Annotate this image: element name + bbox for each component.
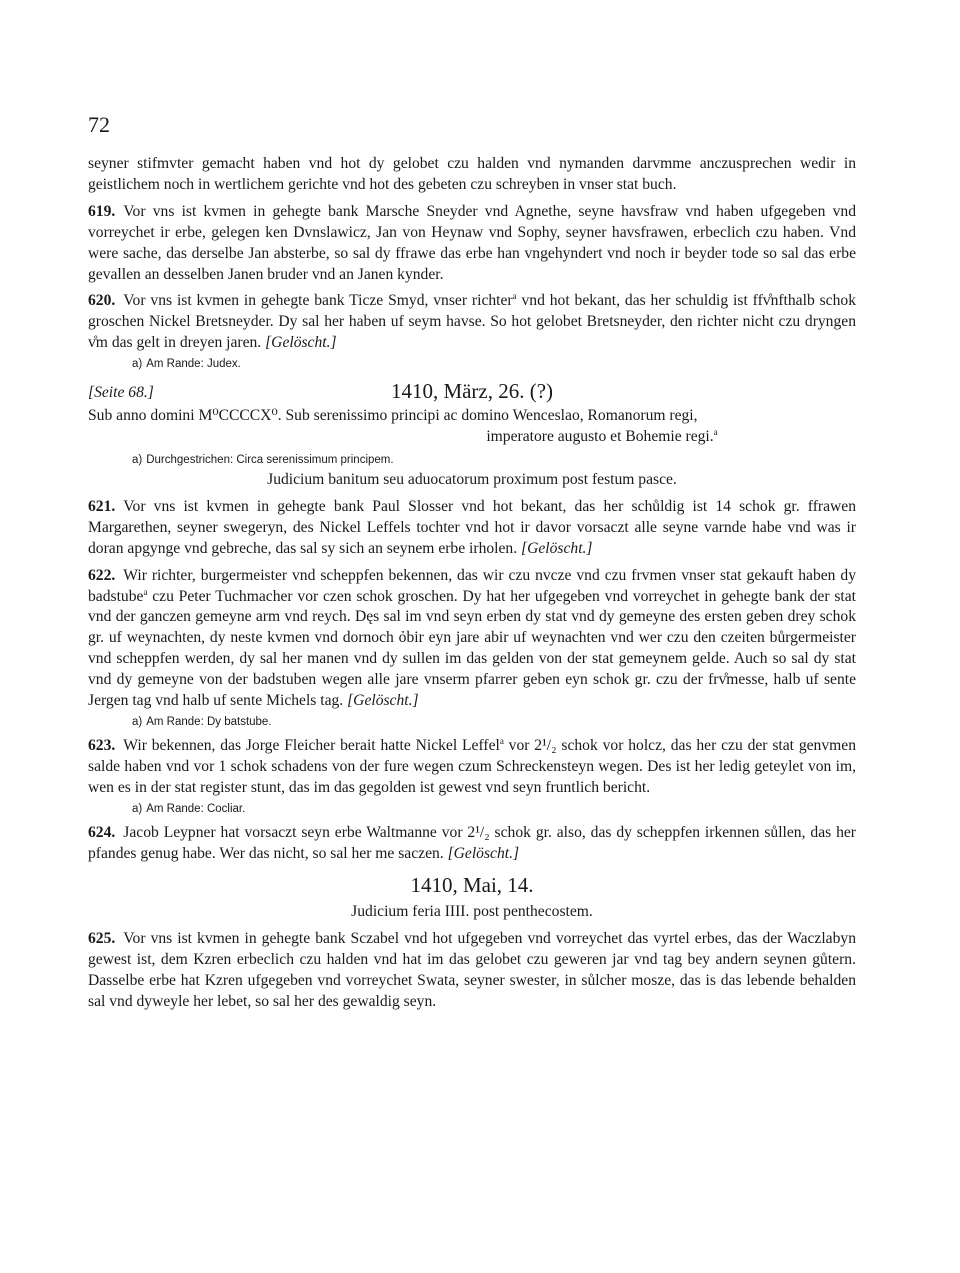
entry-text: Vor vns ist kvmen in gehegte bank Marsche Sneyder vnd Agnethe, seyne havsfraw vnd haben ufgegeben vnd vorreychet ir erbe, gelegen ken Dvnslawicz, Jan von Heynaw vnd Sophy, seyner havsfrawen, erbeclich czu haben. Vnd were sache, das derselbe Jan absterbe, so sal dy ffrawe das erbe han vngehyndert vnd noch ir beyder tode so sal das erbe gevallen an desselben Janen bruder vnd an Janen kynder. [88, 202, 856, 283]
entry-619 [88, 202, 856, 286]
footnote-marker: a [143, 586, 148, 597]
entry-text: vor 2¹/₂ schok vor holcz, das her czu der stat genvmen salde haben vnd vor 1 schok schadens von der fure wegen czum Schreckensteyn wegen. Des ist her ledig geteylet von im, wen es in der stat register stunt, das im das gegolden ist gewest vnd seyn fruntlich bericht. [88, 736, 856, 796]
entry-621 [88, 497, 856, 560]
entry-text: vnd hot bekant, das her schuldig ist ffv̊nfthalb schok groschen Nickel Bretsneyder. Dy sal her haben uf seym havse. So hot gelobet Bretsneyder, den richter nicht czu dryngen v̊m das gelt in dreyen jaren. [88, 292, 856, 352]
footnote-text: Am Rande: Dy batstube. [146, 715, 272, 728]
imperatore-line [348, 427, 856, 448]
page-number: 72 [88, 112, 110, 137]
entry-624 [88, 823, 856, 865]
sub-anno-line: Sub anno domini M⁰CCCCX⁰. Sub serenissimo principi ac domino Wenceslao, Romanorum regi, [88, 407, 698, 425]
entry-number: 619. [88, 202, 116, 220]
entry-625 [88, 929, 856, 1013]
footnote [132, 714, 856, 730]
date-heading: 1410, März, 26. (?) [390, 379, 554, 404]
entry-622 [88, 566, 856, 712]
entry-620 [88, 291, 856, 354]
deleted-mark: [Gelöscht.] [521, 539, 593, 557]
date-heading-2: 1410, Mai, 14. [410, 873, 534, 898]
page-content [88, 154, 856, 1019]
judicium-heading: Judicium banitum seu aduocatorum proximum post festum pasce. [267, 470, 677, 488]
entry-text: Jacob Leypner hat vorsaczt seyn erbe Waltmanne vor 2¹/₂ schok gr. also, das dy scheppfen irkennen sůllen, das her pfandes genug habe. Wer das nicht, so sal her me saczen. [88, 823, 856, 862]
page-reference: [Seite 68.] [88, 384, 154, 402]
entry-623 [88, 736, 856, 799]
footnote-marker: a [499, 735, 504, 746]
footnote-marker: a [713, 426, 718, 437]
footnote-label: a) [132, 358, 143, 371]
deleted-mark: [Gelöscht.] [347, 692, 419, 710]
entry-text: Vor vns ist kvmen in gehegte bank Sczabel vnd hot ufgegeben vnd vorreychet das vyrtel erbes, das der Waczlabyn gewest ist, dem Kzren erbeclich czu halden vnd hat im das gelobet czu geweren jar vnd tag bey andern seynen gůtern. Dasselbe erbe hat Kzren ufgegeben vnd vorreychet Swata, seyner swester, in sůlcher mosze, das is das lebende behalden sal vnd dyweyle her lebet, so sal her des gewaldig seyn. [88, 930, 856, 1011]
entry-number: 624. [88, 823, 116, 841]
footnote-label: a) [132, 802, 143, 815]
deleted-mark: [Gelöscht.] [265, 334, 337, 352]
entry-text: czu Peter Tuchmacher vor czen schok groschen. Dy hat her ufgegeben vnd vorreychet in gehegte bank der stat vnd der ganczen gemeyne arm vnd reych. Dęs sal im vnd seyn erben dy stat vnd dy gemeyne des ersten geben drey schok gr. uf weynachten, dy neste kvmen vnd dornoch ỏbir eyn jare abir uf weynachten vnd wer czu den czeiten bůrgermeister vnd scheppfen werden, dy sal her manen vnd dy sullen im das gelden von der stat gemeynem gelde. Auch so sal dy stat vnd dy gemeyne von der badstuben wegen alle jare vnserm pfarrer geben eyn schok gr. czu der frv̊messe, halb uf sente Jergen tag vnd halb uf sente Michels tag. [88, 587, 856, 710]
footnote [132, 356, 856, 372]
entry-text: Wir richter, burgermeister vnd scheppfen bekennen, das wir czu nvcze vnd czu frvmen vnser stat gekauft haben dy badstube [88, 566, 856, 605]
entry-text: Wir bekennen, das Jorge Fleicher berait hatte Nickel Leffel [123, 736, 500, 754]
entry-number: 622. [88, 566, 116, 584]
footnote [132, 452, 856, 468]
entry-text: Vor vns ist kvmen in gehegte bank Ticze Smyd, vnser richter [123, 292, 513, 310]
footnote-text: Am Rande: Cocliar. [146, 802, 246, 815]
footnote-marker: a [512, 291, 517, 302]
deleted-mark: [Gelöscht.] [447, 844, 520, 862]
footnote-label: a) [132, 715, 143, 728]
entry-number: 620. [88, 292, 116, 310]
footnote-label: a) [132, 453, 143, 466]
entry-text: Vor vns ist kvmen in gehegte bank Paul Slosser vnd hot bekant, das her schůldig ist 14 schok gr. ffrawen Margarethen, seyner swegeryn, des Nickel Leffels tochter vnd hot ir davor vorsaczt alle seyne varnde habe vnd was ir doran apgynge vnd gebreche, das sal sy sich an seynem erbe irholen. [88, 497, 856, 557]
footnote [132, 801, 856, 817]
footnote-text: Durchgestrichen: Circa serenissimum principem. [146, 453, 394, 466]
entry-number: 623. [88, 736, 116, 754]
judicium-heading-2: Judicium feria IIII. post penthecostem. [351, 903, 593, 921]
intro-paragraph: seyner stifmvter gemacht haben vnd hot dy gelobet czu halden vnd nymanden darvmme anczusprechen wedir in geistlichem noch in wertlichem gerichte vnd hot des gebeten czu schreyben in vnser stat buch. [88, 155, 856, 193]
date-heading-row [88, 378, 856, 406]
entry-number: 625. [88, 930, 116, 948]
entry-number: 621. [88, 497, 116, 515]
footnote-text: Am Rande: Judex. [146, 358, 241, 371]
imperatore-text: imperatore augusto et Bohemie regi. [486, 428, 714, 446]
